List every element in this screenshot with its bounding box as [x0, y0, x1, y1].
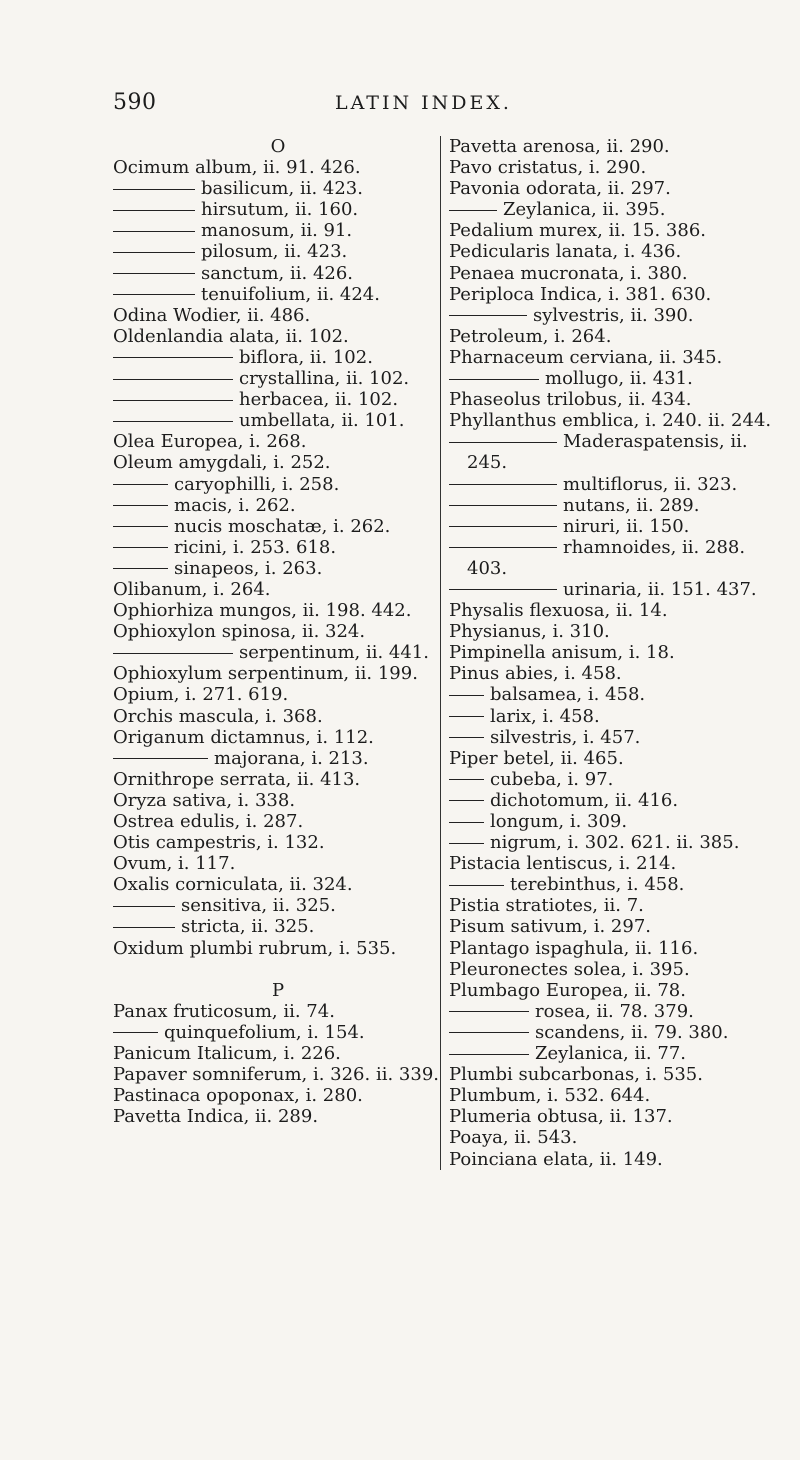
index-subentry: [113, 178, 443, 199]
ditto-dash: [113, 189, 195, 190]
index-entry: Physianus, i. 310.: [449, 621, 610, 643]
index-entry: Plumbi subcarbonas, i. 535.: [449, 1064, 703, 1086]
index-entry: Pleuronectes solea, i. 395.: [449, 958, 690, 980]
index-entry: Pavetta arenosa, ii. 290.: [449, 136, 670, 157]
ditto-dash: [113, 758, 208, 759]
subentry-text: umbellata, ii. 101.: [239, 410, 405, 432]
subentry-text: macis, i. 262.: [174, 494, 296, 516]
index-entry: Oxalis corniculata, ii. 324.: [113, 874, 353, 896]
index-entry: Pimpinella anisum, i. 18.: [449, 642, 675, 664]
ditto-dash: [449, 442, 557, 443]
right-index-column: [440, 136, 779, 1170]
index-subentry: [113, 284, 443, 305]
index-entry: Physalis flexuosa, ii. 14.: [449, 600, 668, 622]
ditto-dash: [449, 695, 484, 696]
ditto-dash: [113, 505, 168, 506]
subentry-text: basilicum, ii. 423.: [201, 178, 363, 200]
subentry-text: manosum, ii. 91.: [201, 220, 353, 242]
index-subentry: [113, 410, 443, 431]
index-subentry: [449, 474, 779, 495]
subentry-text: crystallina, ii. 102.: [239, 368, 410, 390]
index-entry: Panax fruticosum, ii. 74.: [113, 1000, 335, 1022]
ditto-dash: [449, 484, 557, 485]
ditto-dash: [449, 737, 484, 738]
section-letter: P: [271, 979, 285, 1001]
index-entry: Plumeria obtusa, ii. 137.: [449, 1106, 673, 1128]
subentry-text: sinapeos, i. 263.: [174, 557, 323, 579]
index-entry: Papaver somniferum, i. 326. ii. 339.: [113, 1064, 439, 1086]
index-subentry: [113, 263, 443, 284]
index-entry: Ophioxylon spinosa, ii. 324.: [113, 621, 366, 643]
index-entry: Pedicularis lanata, i. 436.: [449, 241, 682, 263]
subentry-text: serpentinum, ii. 441.: [239, 642, 429, 664]
index-entry: Plantago ispaghula, ii. 116.: [449, 937, 699, 959]
subentry-text: scandens, ii. 79. 380.: [535, 1021, 729, 1043]
index-subentry: [449, 368, 779, 389]
ditto-dash: [113, 484, 168, 485]
index-subentry: [113, 537, 443, 558]
index-entry: Phyllanthus emblica, i. 240. ii. 244.: [449, 410, 772, 432]
index-subentry: [113, 916, 443, 937]
index-entry: Penaea mucronata, i. 380.: [449, 262, 688, 284]
ditto-dash: [449, 1032, 529, 1033]
subentry-text: ricini, i. 253. 618.: [174, 536, 337, 558]
subentry-text: mollugo, ii. 431.: [545, 368, 693, 390]
page-number: 590: [113, 90, 157, 115]
subentry-text: dichotomum, ii. 416.: [490, 789, 679, 811]
left-index-column: [113, 136, 443, 1127]
ditto-dash: [449, 1011, 529, 1012]
index-subentry: [449, 832, 779, 853]
subentry-text: nigrum, i. 302. 621. ii. 385.: [490, 832, 740, 854]
subentry-text: cubeba, i. 97.: [490, 768, 614, 790]
ditto-dash: [113, 1032, 158, 1033]
subentry-text: larix, i. 458.: [490, 705, 600, 727]
subentry-text: rosea, ii. 78. 379.: [535, 1000, 694, 1022]
index-subentry: [113, 895, 443, 916]
index-subentry: [449, 537, 779, 579]
ditto-dash: [113, 273, 195, 274]
index-subentry: [449, 516, 779, 537]
subentry-text: Zeylanica, ii. 395.: [503, 199, 666, 221]
index-subentry: [113, 495, 443, 516]
index-entry: Pavonia odorata, ii. 297.: [449, 178, 671, 200]
subentry-text: stricta, ii. 325.: [181, 916, 315, 938]
index-entry: Origanum dictamnus, i. 112.: [113, 726, 374, 748]
index-entry: Ophiorhiza mungos, ii. 198. 442.: [113, 600, 412, 622]
ditto-dash: [113, 653, 233, 654]
ditto-dash: [113, 421, 233, 422]
index-subentry: [449, 706, 779, 727]
subentry-text: terebinthus, i. 458.: [510, 874, 685, 896]
ditto-dash: [113, 210, 195, 211]
ditto-dash: [113, 294, 195, 295]
subentry-text: longum, i. 309.: [490, 811, 628, 832]
index-entry: Odina Wodier, ii. 486.: [113, 304, 311, 326]
ditto-dash: [449, 779, 484, 780]
subentry-text: sensitiva, ii. 325.: [181, 895, 336, 917]
index-entry: Poinciana elata, ii. 149.: [449, 1148, 663, 1170]
index-subentry: [449, 431, 779, 473]
index-entry: Petroleum, i. 264.: [449, 325, 612, 347]
subentry-text: silvestris, i. 457.: [490, 726, 641, 748]
subentry-text: tenuifolium, ii. 424.: [201, 283, 380, 305]
ditto-dash: [113, 547, 168, 548]
index-entry: Plumbum, i. 532. 644.: [449, 1085, 651, 1107]
subentry-text: majorana, i. 213.: [214, 747, 369, 769]
subentry-text: balsamea, i. 458.: [490, 684, 646, 706]
ditto-dash: [113, 927, 175, 928]
ditto-dash: [449, 547, 557, 548]
ditto-dash: [449, 379, 539, 380]
index-subentry: [113, 389, 443, 410]
ditto-dash: [449, 843, 484, 844]
subentry-text: nucis moschatæ, i. 262.: [174, 515, 391, 537]
subentry-text: pilosum, ii. 423.: [201, 241, 348, 263]
ditto-dash: [449, 1054, 529, 1055]
ditto-dash: [449, 210, 497, 211]
subentry-text: rhamnoides, ii. 288. 403.: [467, 536, 746, 579]
ditto-dash: [449, 885, 504, 886]
index-entry: Poaya, ii. 543.: [449, 1127, 578, 1149]
index-entry: Oxidum plumbi rubrum, i. 535.: [113, 937, 397, 959]
index-entry: Ophioxylum serpentinum, ii. 199.: [113, 663, 418, 685]
subentry-text: hirsutum, ii. 160.: [201, 199, 359, 221]
subentry-text: caryophilli, i. 258.: [174, 473, 340, 495]
subentry-text: biflora, ii. 102.: [239, 346, 373, 368]
ditto-dash: [449, 505, 557, 506]
index-entry: Pisum sativum, i. 297.: [449, 916, 651, 938]
subentry-text: niruri, ii. 150.: [563, 515, 690, 537]
index-subentry: [113, 368, 443, 389]
index-subentry: [113, 199, 443, 220]
ditto-dash: [449, 315, 527, 316]
index-entry: Pistia stratiotes, ii. 7.: [449, 895, 644, 917]
index-entry: Plumbago Europea, ii. 78.: [449, 979, 686, 1001]
index-subentry: [449, 579, 779, 600]
index-entry: Pistacia lentiscus, i. 214.: [449, 853, 677, 875]
index-entry: Pharnaceum cerviana, ii. 345.: [449, 346, 723, 368]
ditto-dash: [449, 589, 557, 590]
index-subentry: [113, 748, 443, 769]
index-subentry: [113, 474, 443, 495]
index-entry: Oleum amygdali, i. 252.: [113, 452, 331, 474]
ditto-dash: [449, 716, 484, 717]
ditto-dash: [113, 906, 175, 907]
ditto-dash: [113, 568, 168, 569]
ditto-dash: [449, 526, 557, 527]
index-entry: Pinus abies, i. 458.: [449, 663, 622, 685]
index-entry: Ocimum album, ii. 91. 426.: [113, 157, 361, 179]
ditto-dash: [113, 400, 233, 401]
index-subentry: [449, 874, 779, 895]
subentry-text: multiflorus, ii. 323.: [563, 473, 738, 495]
ditto-dash: [113, 379, 233, 380]
index-subentry: [449, 1001, 779, 1022]
index-entry: Oldenlandia alata, ii. 102.: [113, 325, 349, 347]
index-entry: Piper betel, ii. 465.: [449, 747, 624, 769]
index-entry: Ovum, i. 117.: [113, 853, 236, 875]
index-entry: Pedalium murex, ii. 15. 386.: [449, 220, 707, 242]
index-subentry: [449, 811, 779, 832]
index-subentry: [449, 199, 779, 220]
index-subentry: [113, 1022, 443, 1043]
index-entry: Olea Europea, i. 268.: [113, 431, 307, 453]
index-entry: Oryza sativa, i. 338.: [113, 789, 296, 811]
ditto-dash: [113, 252, 195, 253]
subentry-text: Zeylanica, ii. 77.: [535, 1043, 687, 1065]
index-subentry: [449, 1022, 779, 1043]
index-subentry: [113, 241, 443, 262]
ditto-dash: [113, 526, 168, 527]
subentry-text: nutans, ii. 289.: [563, 494, 700, 516]
subentry-text: quinquefolium, i. 154.: [164, 1021, 365, 1043]
ditto-dash: [449, 800, 484, 801]
index-subentry: [449, 495, 779, 516]
running-title: LATIN INDEX.: [335, 92, 512, 114]
index-subentry: [449, 684, 779, 705]
index-entry: Orchis mascula, i. 368.: [113, 705, 323, 727]
index-entry: Pastinaca opoponax, i. 280.: [113, 1085, 363, 1107]
index-subentry: [113, 516, 443, 537]
index-subentry: [449, 769, 779, 790]
index-entry: Ostrea edulis, i. 287.: [113, 811, 304, 832]
subentry-text: urinaria, ii. 151. 437.: [563, 578, 757, 600]
subentry-text: sanctum, ii. 426.: [201, 262, 354, 284]
index-subentry: [449, 1043, 779, 1064]
index-subentry: [449, 790, 779, 811]
index-entry: Pavo cristatus, i. 290.: [449, 157, 647, 179]
index-subentry: [113, 347, 443, 368]
index-entry: Panicum Italicum, i. 226.: [113, 1042, 341, 1064]
index-entry: Ornithrope serrata, ii. 413.: [113, 768, 361, 790]
index-subentry: [113, 220, 443, 241]
ditto-dash: [113, 357, 233, 358]
ditto-dash: [113, 231, 195, 232]
index-entry: Opium, i. 271. 619.: [113, 684, 289, 706]
index-entry: Olibanum, i. 264.: [113, 578, 271, 600]
subentry-text: sylvestris, ii. 390.: [533, 304, 694, 326]
section-letter: O: [270, 136, 286, 157]
index-subentry: [449, 727, 779, 748]
index-subentry: [113, 558, 443, 579]
subentry-text: herbacea, ii. 102.: [239, 389, 399, 411]
ditto-dash: [449, 822, 484, 823]
subentry-text: Maderaspatensis, ii. 245.: [467, 431, 748, 474]
index-entry: Phaseolus trilobus, ii. 434.: [449, 389, 692, 411]
index-entry: Periploca Indica, i. 381. 630.: [449, 283, 712, 305]
section-gap: [113, 959, 443, 980]
index-subentry: [113, 642, 443, 663]
index-entry: Otis campestris, i. 132.: [113, 832, 325, 854]
index-subentry: [449, 305, 779, 326]
index-entry: Pavetta Indica, ii. 289.: [113, 1106, 319, 1128]
